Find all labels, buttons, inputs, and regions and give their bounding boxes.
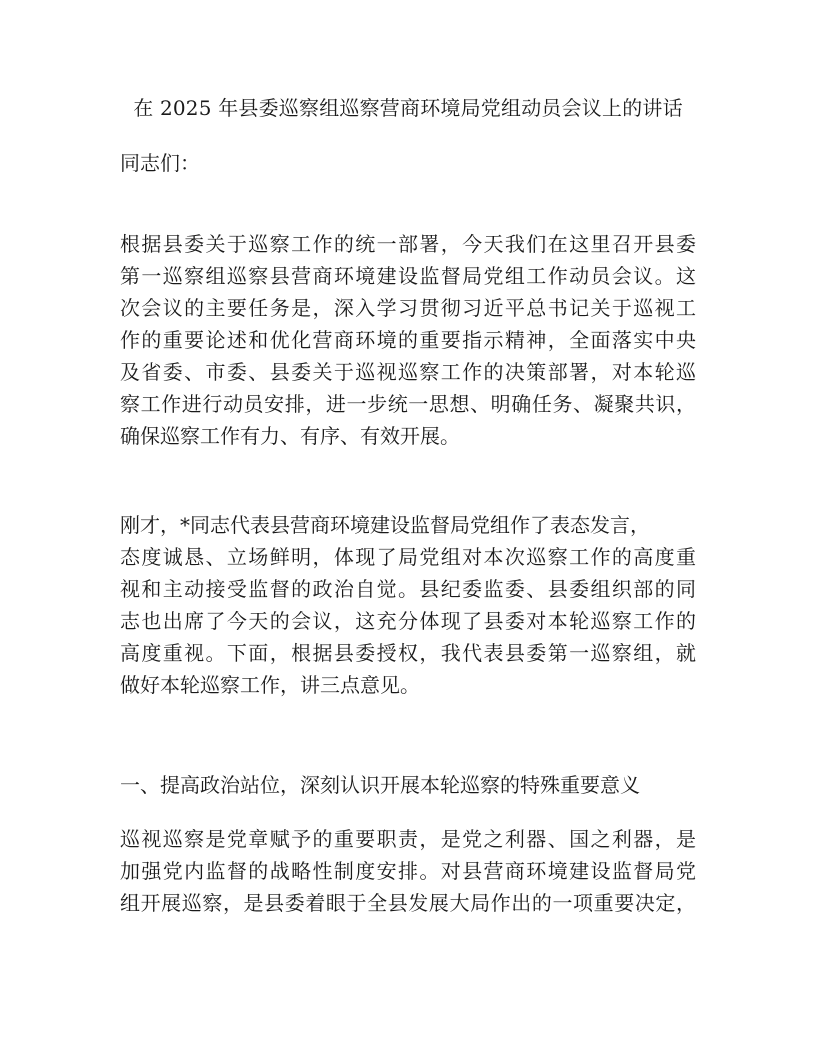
paragraph-line: 巡视巡察是党章赋予的重要职责，是党之利器、国之利器，是 <box>120 827 696 851</box>
paragraph-line: 根据县委关于巡察工作的统一部署，今天我们在这里召开县委 <box>120 232 696 256</box>
document-title: 在 2025 年县委巡察组巡察营商环境局党组动员会议上的讲话 <box>133 96 683 120</box>
greeting <box>120 147 696 179</box>
section-1-heading <box>120 769 696 801</box>
paragraph-2 <box>120 509 696 701</box>
paragraph-1 <box>120 228 696 452</box>
paragraph-line: 视和主动接受监督的政治自觉。县纪委监委、县委组织部的同 <box>120 577 696 601</box>
paragraph-line: 组开展巡察，是县委着眼于全县发展大局作出的一项重要决定， <box>120 891 696 915</box>
paragraph-line: 态度诚恳、立场鲜明，体现了局党组对本次巡察工作的高度重 <box>120 545 696 569</box>
paragraph-3 <box>120 823 696 919</box>
paragraph-line: 次会议的主要任务是，深入学习贯彻习近平总书记关于巡视工 <box>120 296 696 320</box>
paragraph-line: 加强党内监督的战略性制度安排。对县营商环境建设监督局党 <box>120 859 696 883</box>
paragraph-line: 高度重视。下面，根据县委授权，我代表县委第一巡察组，就 <box>120 641 696 665</box>
paragraph-line: 刚才，*同志代表县营商环境建设监督局党组作了表态发言， <box>120 513 650 537</box>
greeting-line: 同志们： <box>120 151 200 175</box>
paragraph-line: 第一巡察组巡察县营商环境建设监督局党组工作动员会议。这 <box>120 264 696 288</box>
paragraph-line: 志也出席了今天的会议，这充分体现了县委对本轮巡察工作的 <box>120 609 696 633</box>
section-heading-line: 一、提高政治站位，深刻认识开展本轮巡察的特殊重要意义 <box>120 773 640 797</box>
paragraph-line: 确保巡察工作有力、有序、有效开展。 <box>120 424 460 448</box>
paragraph-line: 及省委、市委、县委关于巡视巡察工作的决策部署，对本轮巡 <box>120 360 696 384</box>
paragraph-line: 作的重要论述和优化营商环境的重要指示精神，全面落实中央 <box>120 328 696 352</box>
paragraph-line: 做好本轮巡察工作，讲三点意见。 <box>120 673 420 697</box>
paragraph-line: 察工作进行动员安排，进一步统一思想、明确任务、凝聚共识， <box>120 392 696 416</box>
